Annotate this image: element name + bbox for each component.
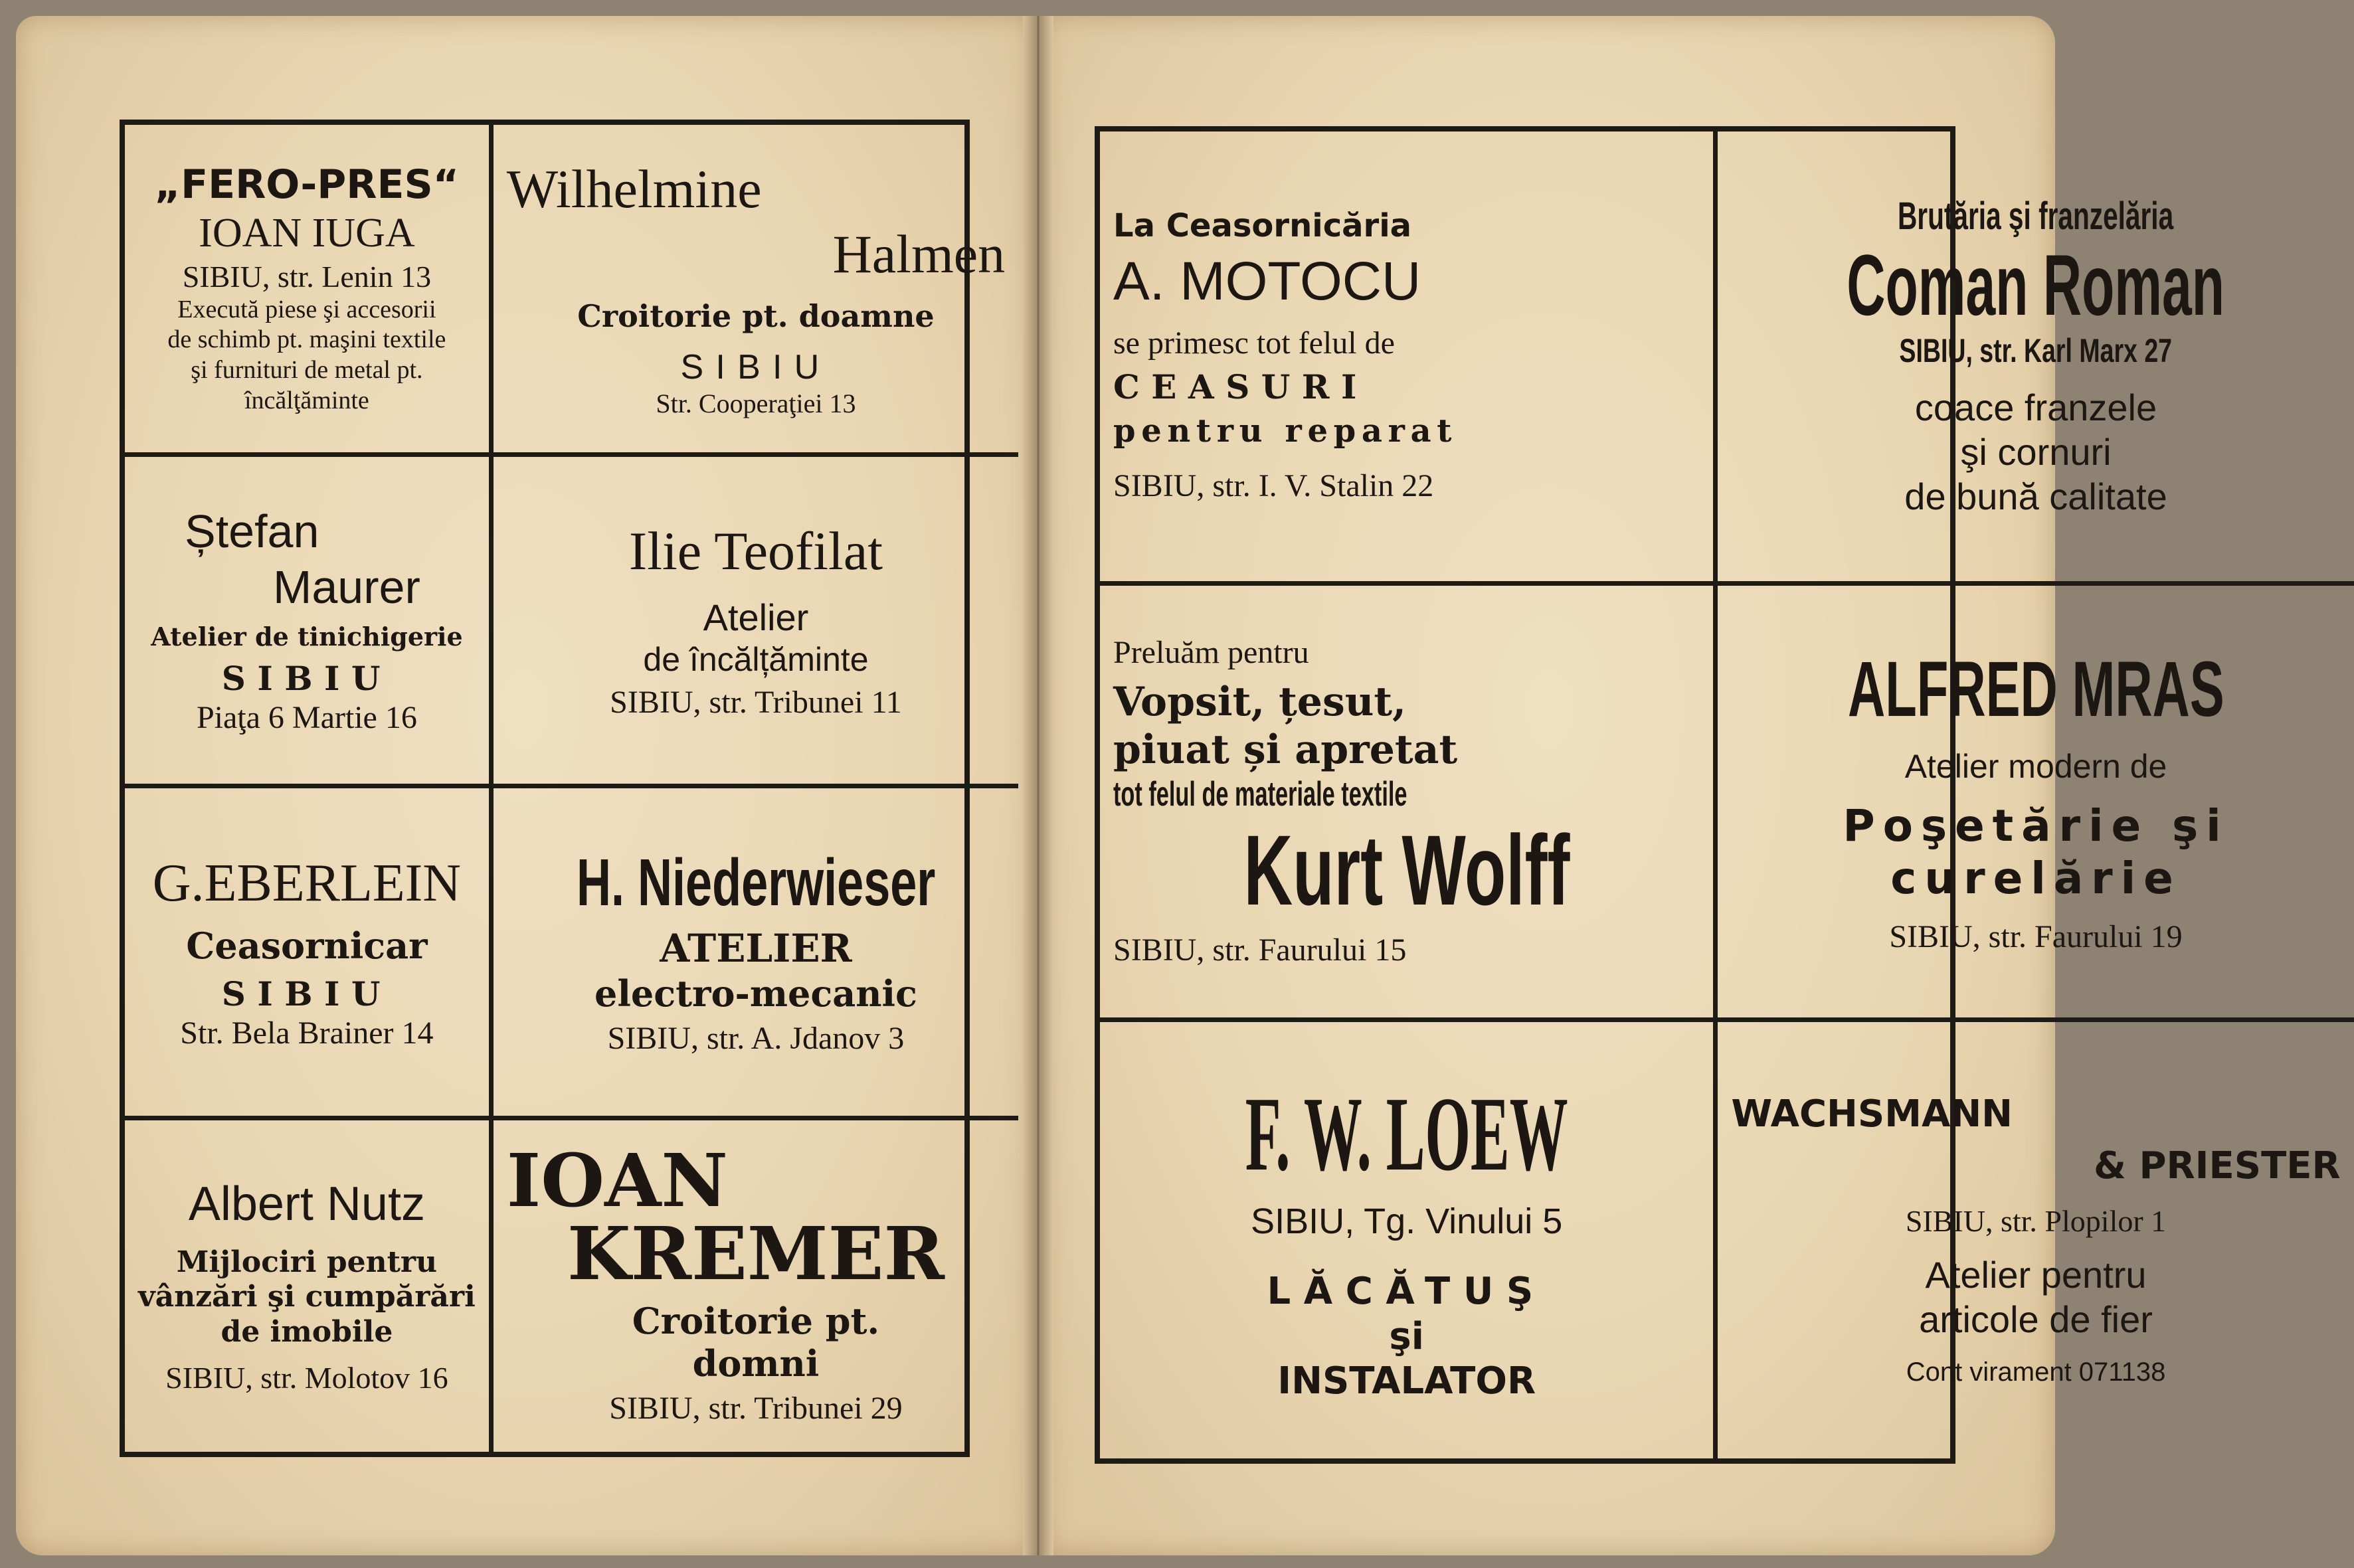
ad-text: tot felul de materiale textile <box>1113 775 1407 814</box>
ad-text: CEASURI <box>1113 367 1368 407</box>
ad-address: SIBIU, str. I. V. Stalin 22 <box>1113 468 1434 504</box>
ad-text: şi <box>1389 1314 1424 1358</box>
ad-text: Ceasornicar <box>186 924 428 968</box>
ad-text: Preluăm pentru <box>1113 634 1309 670</box>
ad-text: încălţăminte <box>244 386 369 414</box>
ad-text: Poşetărie şi <box>1843 800 2229 852</box>
ad-text: şi cornuri <box>1960 430 2112 473</box>
ad-fero-pres <box>125 125 494 457</box>
ad-name: Coman Roman <box>1847 236 2225 334</box>
right-ad-grid <box>1095 126 2341 1464</box>
ad-name-wrap <box>1731 646 2340 733</box>
ad-address: SIBIU, str. Tribunei 11 <box>610 684 902 720</box>
ad-text: Croitorie pt. doamne <box>577 298 935 334</box>
ad-name: Ilie Teofilat <box>628 521 883 582</box>
ad-address: Str. Cooperaţiei 13 <box>656 389 856 419</box>
ad-address: SIBIU, str. Faurului 15 <box>1113 932 1407 968</box>
ad-name: Albert Nutz <box>188 1177 425 1231</box>
ad-text: LĂCĂTUŞ <box>1267 1270 1546 1314</box>
ad-motocu <box>1100 131 1718 586</box>
ad-albert-nutz <box>125 1120 494 1452</box>
ad-address-wrap <box>1731 331 2340 371</box>
ad-text: domni <box>692 1342 820 1385</box>
ad-text: pentru reparat <box>1113 412 1458 450</box>
ad-text: Mijlociri pentru <box>176 1245 438 1279</box>
ad-address: SIBIU, str. Molotov 16 <box>165 1361 448 1395</box>
ad-name: Kurt Wolff <box>1243 814 1570 926</box>
ad-text: de bună calitate <box>1904 475 2167 517</box>
ad-text: Atelier <box>703 596 809 638</box>
ad-address: SIBIU, str. Tribunei 29 <box>609 1391 903 1427</box>
ad-name-wrap <box>507 846 1005 919</box>
ad-name: A. MOTOCU <box>1113 251 1421 312</box>
ad-wilhelmine-halmen <box>494 125 1018 457</box>
ad-title-wrap <box>1731 193 2340 240</box>
ad-name: ALFRED MRAS <box>1847 646 2224 734</box>
ad-stefan-maurer <box>125 457 494 789</box>
ad-text: Vopsit, țesut, <box>1113 679 1406 726</box>
ad-text: piuat și apretat <box>1113 727 1458 774</box>
ad-ioan-kremer <box>494 1120 1018 1452</box>
ad-name-wrap <box>1113 1074 1700 1193</box>
ad-name-wrap <box>1731 236 2340 334</box>
ad-text: ATELIER <box>660 926 852 972</box>
ad-kurt-wolff <box>1100 586 1718 1022</box>
ad-name: KREMER <box>567 1210 945 1296</box>
ad-h-niederwieser <box>494 788 1018 1120</box>
book-spine <box>1023 16 1053 1555</box>
ad-text: Atelier pentru <box>1925 1253 2147 1296</box>
ad-address: SIBIU, str. Lenin 13 <box>182 259 432 294</box>
ad-text: şi furnituri de metal pt. <box>191 356 423 385</box>
ad-name: WACHSMANN <box>1731 1092 2013 1136</box>
ad-address: SIBIU, str. Faurului 19 <box>1889 919 2183 955</box>
ad-text-wrap <box>1113 774 1700 815</box>
ad-text: INSTALATOR <box>1277 1359 1536 1403</box>
ad-coman-roman <box>1718 131 2353 586</box>
ad-text: Execută piese şi accesorii <box>177 295 436 323</box>
ad-text: de încălțăminte <box>643 640 869 678</box>
ad-address: SIBIU, str. Plopilor 1 <box>1905 1203 2167 1238</box>
ad-city: SIBIU <box>221 658 393 698</box>
ad-name: Wilhelmine <box>506 159 762 220</box>
ad-text: Atelier de tinichigerie <box>151 622 463 652</box>
ad-name: & PRIESTER <box>2094 1144 2341 1187</box>
ad-text: Cont virament 071138 <box>1906 1357 2166 1387</box>
ad-name: Halmen <box>832 224 1006 285</box>
ad-city: SIBIU <box>680 348 832 387</box>
ad-wachsmann-priester <box>1718 1022 2353 1458</box>
ad-name: Maurer <box>273 561 420 614</box>
ad-text: curelărie <box>1890 853 2181 905</box>
ad-name-wrap <box>1113 816 1700 926</box>
ad-g-eberlein <box>125 788 494 1120</box>
ad-text: electro-mecanic <box>594 972 917 1015</box>
ad-address: SIBIU, Tg. Vinului 5 <box>1251 1201 1563 1241</box>
ad-text: de schimb pt. maşini textile <box>167 325 446 354</box>
ad-text: Croitorie pt. <box>632 1299 880 1342</box>
ad-fw-loew <box>1100 1022 1718 1458</box>
left-ad-grid <box>120 120 1006 1457</box>
ad-address: Str. Bela Brainer 14 <box>180 1015 434 1051</box>
ad-name: H. Niederwieser <box>576 845 936 920</box>
ad-ilie-teofilat <box>494 457 1018 789</box>
ad-text: de imobile <box>221 1315 393 1350</box>
ad-city: SIBIU <box>221 974 393 1013</box>
ad-text: articole de fier <box>1919 1298 2153 1341</box>
ad-name: Ștefan <box>185 505 319 558</box>
ad-title: Brutăria şi franzelăria <box>1898 195 2174 238</box>
ad-address: Piaţa 6 Martie 16 <box>196 699 417 735</box>
ad-name: IOAN IUGA <box>199 211 415 256</box>
ad-text: Atelier modern de <box>1904 748 2167 786</box>
ad-text: coace franzele <box>1914 386 2157 428</box>
ad-address: SIBIU, str. A. Jdanov 3 <box>607 1020 905 1056</box>
ad-text: se primesc tot felul de <box>1113 325 1395 361</box>
ad-name: F. W. LOEW <box>1245 1074 1568 1193</box>
ad-text: vânzări şi cumpărări <box>138 1280 476 1314</box>
ad-name: IOAN <box>506 1137 728 1223</box>
ad-name: G.EBERLEIN <box>152 854 462 913</box>
ad-address: SIBIU, str. Karl Marx 27 <box>1899 331 2173 369</box>
ad-title: La Ceasornicăria <box>1113 207 1412 244</box>
ad-alfred-mras <box>1718 586 2353 1022</box>
ad-title: „FERO-PRES“ <box>154 161 460 209</box>
